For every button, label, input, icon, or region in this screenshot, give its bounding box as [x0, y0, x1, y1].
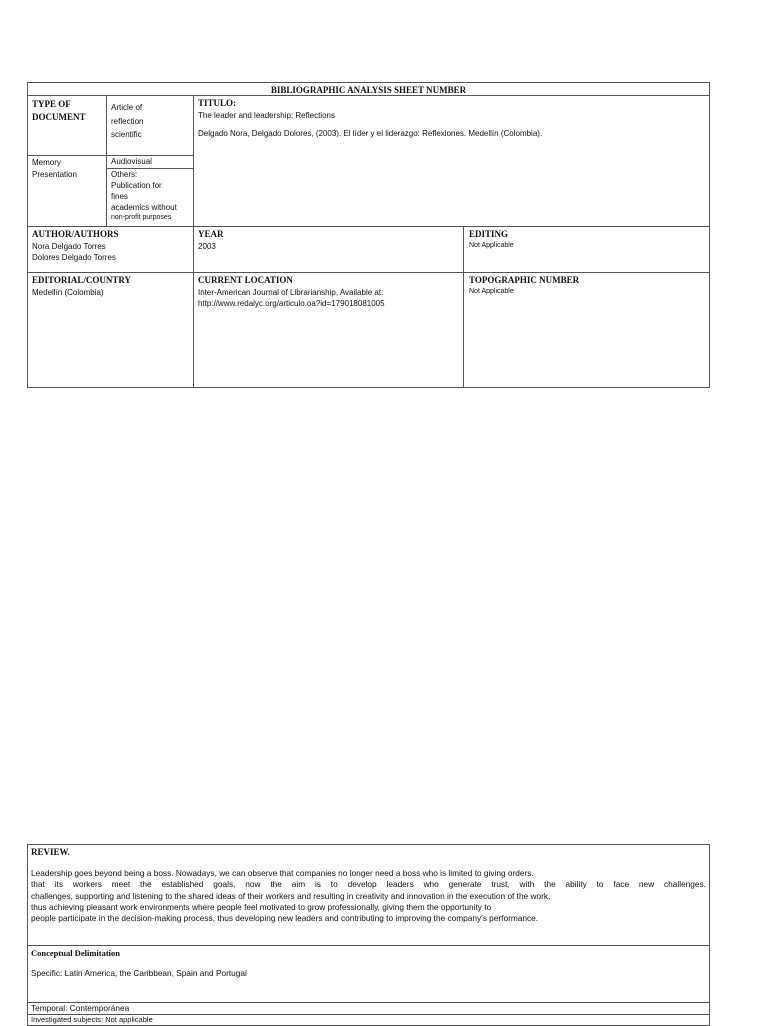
others-line-1: Others:	[111, 170, 138, 179]
subjects-cell	[27, 1014, 710, 1026]
editorial-label: EDITORIAL/COUNTRY	[32, 275, 132, 285]
topographic-value: Not Applicable	[469, 288, 514, 295]
current-location-label: CURRENT LOCATION	[198, 275, 293, 285]
review-line-4: thus achieving pleasant work environments where people feel motivated to grow professionally, giving them the opportunity to	[31, 901, 492, 912]
type-of-document-label-2: DOCUMENT	[32, 112, 86, 122]
review-label: REVIEW.	[31, 847, 70, 857]
topographic-cell	[463, 272, 710, 388]
type-of-document-cell	[27, 95, 107, 156]
review-line-2: that its workers meet the established goals, now the aim is to develop leaders who generate trust, with the ability to face new challenges.	[31, 879, 706, 890]
article-line-2: reflection	[111, 116, 144, 126]
others-cell	[106, 168, 194, 227]
editorial-cell	[27, 272, 194, 388]
editing-cell	[463, 226, 710, 273]
review-section	[27, 844, 710, 1024]
bibliographic-sheet	[27, 82, 710, 388]
article-line-1: Article of	[111, 103, 143, 112]
memory-line-1: Memory	[32, 158, 61, 167]
memory-cell	[27, 155, 107, 227]
current-location-url: http://www.redalyc.org/articulo.oa?id=17901808100​5	[198, 299, 385, 308]
memory-line-2: Presentation	[32, 170, 77, 179]
temporal-text: Temporal: Contemporánea	[31, 1003, 130, 1013]
titulo-line-1: The leader and leadership: Reflections	[198, 111, 335, 120]
sheet-title	[27, 82, 710, 96]
article-cell	[106, 95, 194, 156]
others-line-3: fines	[111, 192, 128, 201]
review-cell	[27, 844, 710, 946]
topographic-label: TOPOGRAPHIC NUMBER	[469, 275, 580, 285]
editing-value: Not Applicable	[469, 242, 514, 249]
editorial-value: Medellín (Colombia)	[32, 288, 104, 297]
audiovisual-text: Audiovisual	[111, 157, 152, 166]
year-cell	[193, 226, 464, 273]
audiovisual-cell	[106, 155, 194, 169]
titulo-line-2: Delgado Nora, Delgado Dolores, (2003). El líder y el liderazgo: Reflexiones. Medellín (Colombia).	[198, 129, 543, 138]
editing-label: EDITING	[469, 229, 509, 239]
current-location-line-1: Inter-American Journal of Librarianship, Available at:	[198, 288, 384, 297]
year-label: YEAR	[198, 229, 224, 239]
review-line-3: challenges, supporting and listening to the shared ideas of their workers and resulting in creativity and innovation in the execution of the work,	[31, 890, 551, 901]
subjects-text: Investigated subjects: Not applicable	[31, 1015, 153, 1024]
review-text	[31, 868, 706, 924]
conceptual-cell	[27, 945, 710, 1003]
others-line-2: Publication for	[111, 181, 162, 190]
author-label: AUTHOR/AUTHORS	[32, 229, 119, 239]
current-location-cell	[193, 272, 464, 388]
author-cell	[27, 226, 194, 273]
conceptual-label: Conceptual Delimitation	[31, 948, 121, 958]
review-line-5: people participate in the decision-making process, thus developing new leaders and contributing to improving the company's performance.	[31, 913, 539, 924]
type-of-document-label: TYPE OF	[32, 99, 71, 109]
titulo-cell	[193, 95, 710, 227]
specific-text: Specific: Latin America, the Caribbean, Spain and Portugal	[31, 968, 247, 978]
others-line-4: academics without	[111, 203, 177, 212]
author-name-2: Dolores Delgado Torres	[32, 253, 116, 262]
others-small: non-profit purposes	[111, 214, 172, 221]
year-value: 2003	[198, 242, 216, 251]
titulo-label: TITULO:	[198, 98, 237, 108]
sheet-title-text: BIBLIOGRAPHIC ANALYSIS SHEET NUMBER	[270, 85, 467, 95]
review-line-1: Leadership goes beyond being a boss. Nowadays, we can observe that companies no longer need a boss who is limited to giving orders.	[31, 868, 534, 878]
author-name-1: Nora Delgado Torres	[32, 242, 106, 251]
article-line-3: scientific	[111, 130, 142, 139]
